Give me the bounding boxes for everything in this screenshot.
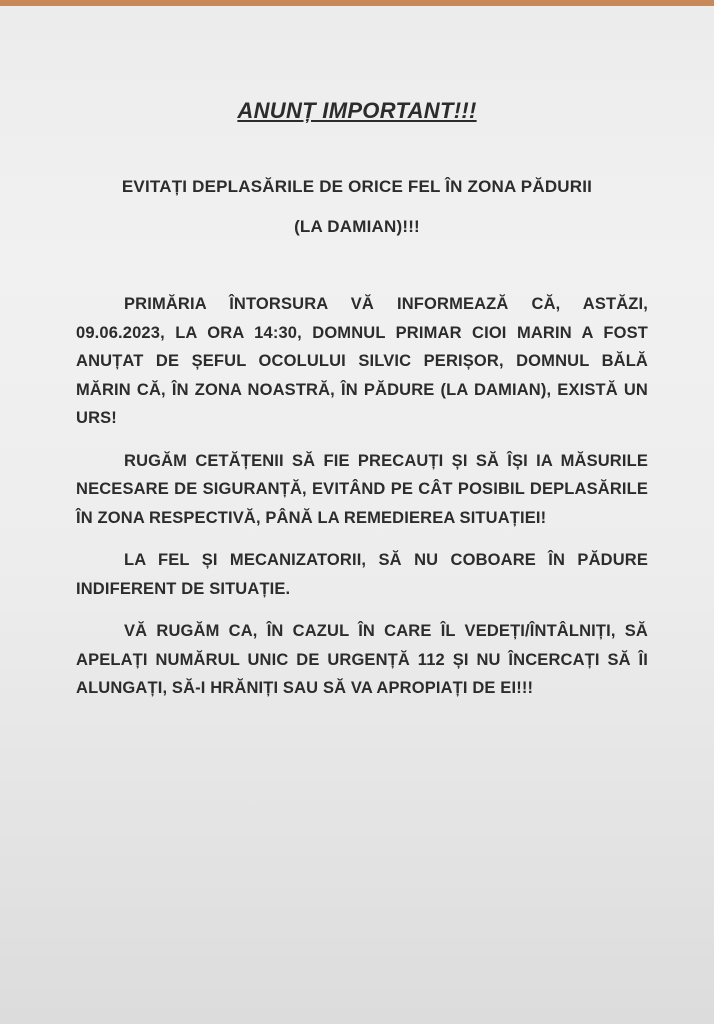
notice-paragraph: PRIMĂRIA ÎNTORSURA VĂ INFORMEAZĂ CĂ, ASTĂZI, 09.06.2023, LA ORA 14:30, DOMNUL PRIMAR CIOI MARIN A FOST ANUȚAT DE ȘEFUL OCOLULUI SILVIC PERIȘOR, DOMNUL BĂLĂ MĂRIN CĂ, ÎN ZONA NOASTRĂ, ÎN PĂDURE (LA DAMIAN), EXISTĂ UN URS!: [76, 295, 648, 427]
notice-paper: [0, 6, 714, 1024]
notice-title: ANUNȚ IMPORTANT!!!: [237, 98, 477, 123]
notice-paragraph: RUGĂM CETĂȚENII SĂ FIE PRECAUȚI ȘI SĂ ÎȘI IA MĂSURILE NECESARE DE SIGURANȚĂ, EVITÂND PE CÂT POSIBIL DEPLASĂRILE ÎN ZONA RESPECTIVĂ, PÂNĂ LA REMEDIEREA SITUAȚIEI!: [76, 451, 648, 527]
notice-subtitle-line2: (LA DAMIAN)!!!: [294, 217, 420, 236]
notice-body: [76, 290, 648, 717]
notice-paragraph: VĂ RUGĂM CA, ÎN CAZUL ÎN CARE ÎL VEDEȚI/ÎNTÂLNIȚI, SĂ APELAȚI NUMĂRUL UNIC DE URGENȚĂ 112 ȘI NU ÎNCERCAȚI SĂ ÎI ALUNGAȚI, SĂ-I HRĂNIȚI SAU SĂ VA APROPIAȚI DE EI!!!: [76, 622, 648, 697]
notice-subtitle-line1: EVITAȚI DEPLASĂRILE DE ORICE FEL ÎN ZONA PĂDURII: [121, 177, 593, 196]
notice-paragraph: LA FEL ȘI MECANIZATORII, SĂ NU COBOARE ÎN PĂDURE INDIFERENT DE SITUAȚIE.: [76, 551, 648, 598]
